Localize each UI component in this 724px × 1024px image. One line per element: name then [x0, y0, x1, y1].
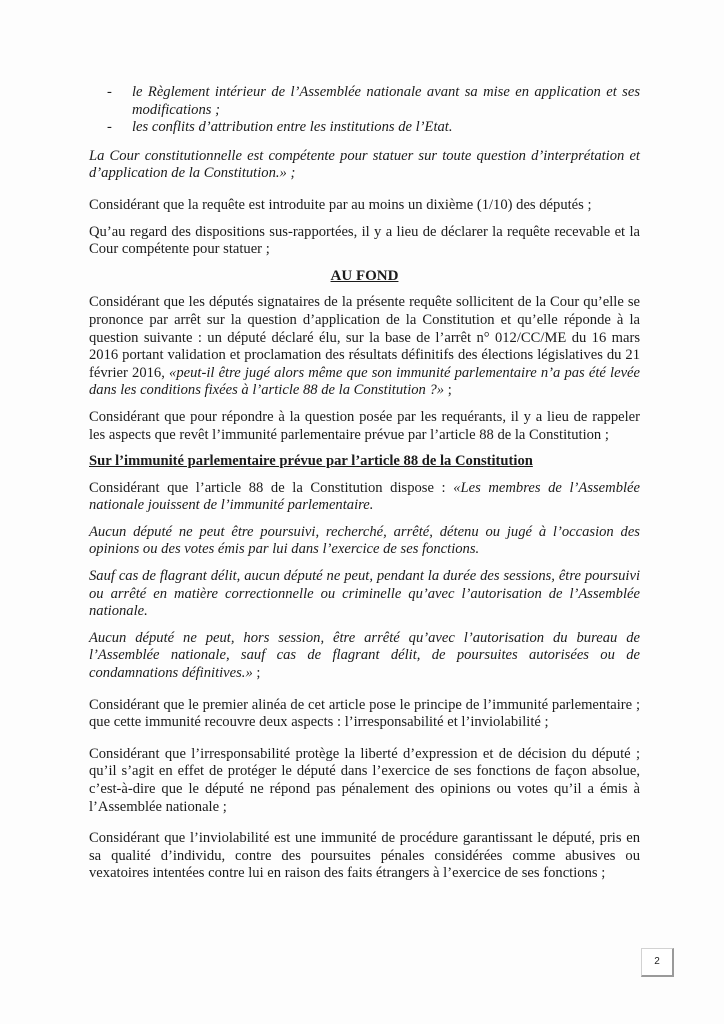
paragraph-art88-alinea4: [89, 630, 640, 683]
page-number: 2: [641, 948, 674, 977]
document-body: [89, 84, 640, 892]
paragraph-inviolabilite: Considérant que l’inviolabilité est une immunité de procédure garantissant le député, pris en sa qualité d’individu, contre des poursuites pénales considérées comme abusives ou vexatoires intentées contre lui en raison des faits étrangers à l’exercice de ses fonctions ;: [89, 830, 640, 882]
bullet-list: [89, 84, 640, 137]
paragraph-deputes-signataires-text: Considérant que les députés signataires de la présente requête sollicitent de la Cour qu’elle se prononce par arrêt sur la question d’application de la Constitution et qu’elle réponde à la question suivante : un député déclaré élu, sur la base de l’arrêt n° 012/CC/ME du 16 mars 2016 portant validation et proclamation des résultats définitifs des élections législatives du 21 février 2016,: [89, 294, 640, 381]
paragraph-art88-intro-text: Considérant que l’article 88 de la Constitution dispose :: [89, 479, 454, 496]
bullet-dash: -: [107, 84, 112, 100]
paragraph-deputes-signataires: [89, 294, 640, 400]
heading-sur-immunite: Sur l’immunité parlementaire prévue par l’article 88 de la Constitution: [89, 453, 533, 470]
paragraph-repondre: Considérant que pour répondre à la question posée par les requérants, il y a lieu de rappeler les aspects que revêt l’immunité parlementaire prévue par l’article 88 de la Constitution ;: [89, 408, 640, 443]
bullet-item: [89, 119, 640, 137]
paragraph-art88-quote: «Les membres de l’Assemblée nationale jouissent de l’immunité parlementaire.: [89, 479, 640, 514]
bullet-text: le Règlement intérieur de l’Assemblée nationale avant sa mise en application et ses modifications ;: [132, 84, 640, 118]
bullet-text: les conflits d’attribution entre les institutions de l’Etat.: [132, 119, 453, 136]
paragraph-art88-alinea3: Sauf cas de flagrant délit, aucun député ne peut, pendant la durée des sessions, être poursuivi ou arrêté en matière correctionnelle ou criminelle qu’avec l’autorisation de l’Assemblée nationale.: [89, 568, 640, 620]
paragraph-art88-alinea2: Aucun député ne peut être poursuivi, recherché, arrêté, détenu ou jugé à l’occasion des opinions ou des votes émis par lui dans l’exercice de ses fonctions.: [89, 523, 640, 558]
paragraph-premier-alinea: Considérant que le premier alinéa de cet article pose le principe de l’immunité parlementaire ; que cette immunité recouvre deux aspects : l’irresponsabilité et l’inviolabilité ;: [89, 696, 640, 731]
paragraph-irresponsabilite: Considérant que l’irresponsabilité protège la liberté d’expression et de décision du député ; qu’il s’agit en effet de protéger le député dans l’exercice de ses fonctions de façon absolue, c’est-à-dire que le député ne répond pas pénalement des opinions ou votes qu’il a émis à l’Assemblée nationale ;: [89, 745, 640, 815]
paragraph-recevable: Qu’au regard des dispositions sus-rapportées, il y a lieu de déclarer la requête recevable et la Cour compétente pour statuer ;: [89, 223, 640, 258]
bullet-dash: -: [107, 119, 112, 136]
bullet-item: [89, 84, 640, 119]
paragraph-deputes-signataires-quote: «peut-il être jugé alors même que son immunité parlementaire n’a pas été levée dans les conditions fixées à l’article 88 de la Constitution ?»: [89, 364, 641, 399]
paragraph-requete-introduite: Considérant que la requête est introduite par au moins un dixième (1/10) des députés ;: [89, 196, 592, 213]
heading-au-fond: AU FOND: [330, 267, 399, 284]
paragraph-deputes-signataires-end: ;: [444, 382, 452, 399]
paragraph-art88-intro: [89, 480, 640, 515]
paragraph-art88-alinea4-text: Aucun député ne peut, hors session, être arrêté qu’avec l’autorisation du bureau de l’Assemblée nationale, sauf cas de flagrant délit, de poursuites autorisées ou de condamnations définitives.»: [89, 629, 640, 682]
paragraph-art88-alinea4-end: ;: [252, 665, 261, 682]
paragraph-competence: La Cour constitutionnelle est compétente pour statuer sur toute question d’interprétation et d’application de la Constitution.» ;: [89, 147, 640, 182]
